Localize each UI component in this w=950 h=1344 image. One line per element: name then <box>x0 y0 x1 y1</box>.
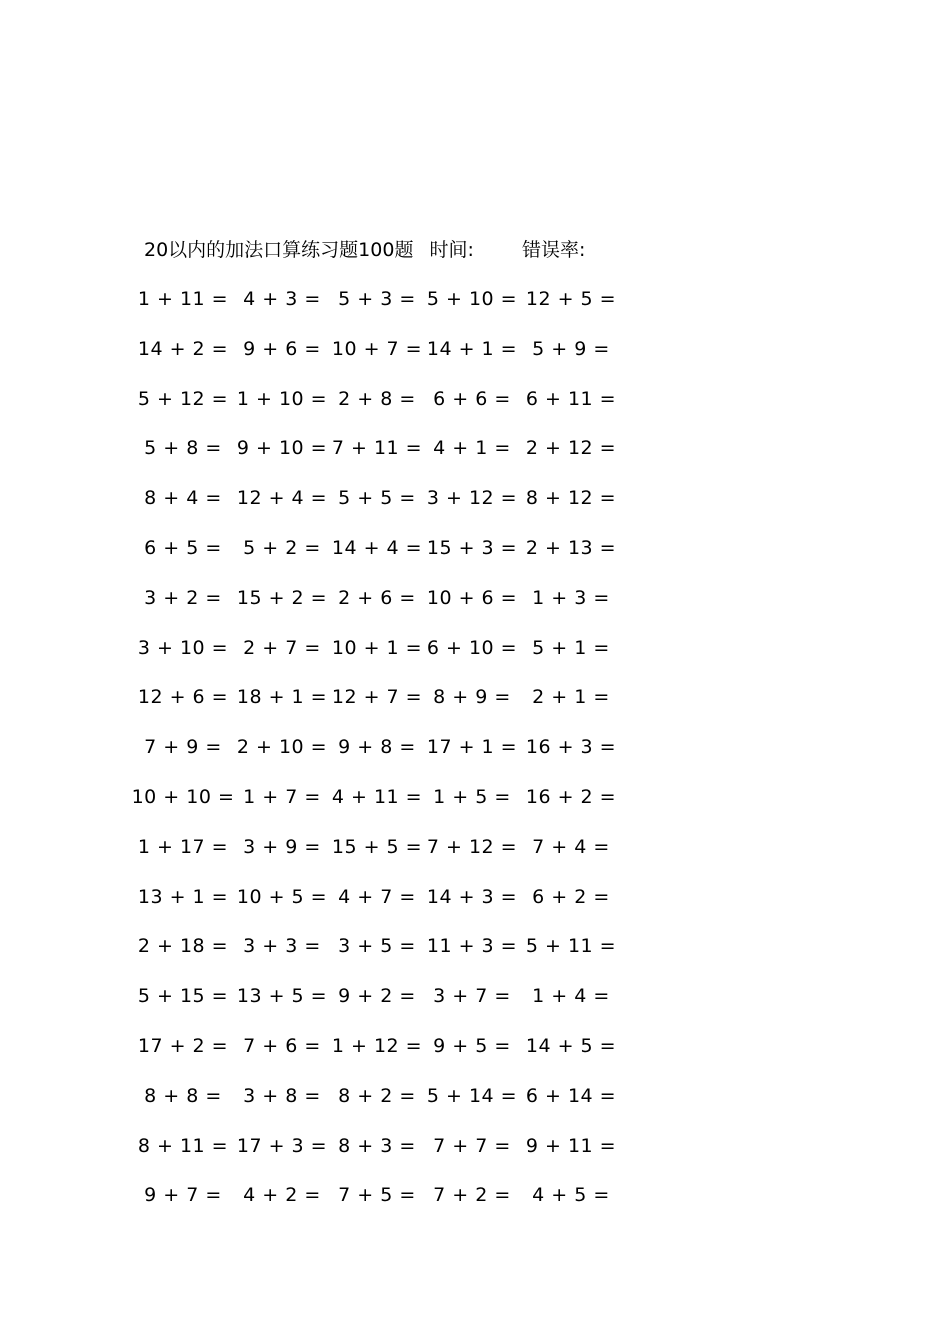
problem-item: 8 + 9 = <box>433 686 511 709</box>
problem-item: 5 + 3 = <box>338 288 416 310</box>
problem-row <box>0 1132 950 1182</box>
problem-item: 2 + 10 = <box>236 736 328 759</box>
problem-item: 8 + 4 = <box>144 487 222 510</box>
problem-grid <box>0 285 950 1231</box>
problem-item: 7 + 5 = <box>338 1184 416 1207</box>
problem-item: 4 + 1 = <box>433 437 511 460</box>
worksheet-header <box>144 236 585 264</box>
problem-item: 4 + 2 = <box>243 1184 321 1207</box>
problem-item: 13 + 1 = <box>137 885 229 908</box>
problem-item: 11 + 3 = <box>426 935 518 958</box>
problem-item: 1 + 5 = <box>433 785 511 808</box>
problem-item: 1 + 10 = <box>236 387 328 410</box>
problem-item: 1 + 11 = <box>137 288 229 310</box>
problem-item: 2 + 12 = <box>525 437 617 460</box>
problem-item: 3 + 8 = <box>243 1084 321 1107</box>
problem-item: 3 + 12 = <box>426 487 518 510</box>
problem-item: 9 + 2 = <box>338 985 416 1008</box>
problem-item: 1 + 4 = <box>532 985 610 1008</box>
problem-item: 6 + 2 = <box>532 885 610 908</box>
problem-item: 14 + 4 = <box>331 536 423 559</box>
problem-item: 7 + 2 = <box>433 1184 511 1207</box>
problem-item: 15 + 2 = <box>236 586 328 609</box>
problem-item: 17 + 3 = <box>236 1134 328 1157</box>
problem-item: 5 + 15 = <box>137 985 229 1008</box>
problem-item: 16 + 3 = <box>525 736 617 759</box>
problem-item: 12 + 7 = <box>331 686 423 709</box>
problem-item: 18 + 1 = <box>236 686 328 709</box>
problem-item: 6 + 11 = <box>525 387 617 410</box>
time-label: 时间: <box>429 239 474 261</box>
problem-row <box>0 783 950 833</box>
problem-item: 10 + 1 = <box>331 636 423 659</box>
problem-item: 10 + 6 = <box>426 586 518 609</box>
problem-item: 17 + 2 = <box>137 1034 229 1057</box>
problem-item: 5 + 11 = <box>525 935 617 958</box>
problem-row <box>0 1032 950 1082</box>
error-rate-label: 错误率: <box>521 239 586 261</box>
problem-item: 9 + 8 = <box>338 736 416 759</box>
problem-item: 1 + 3 = <box>532 586 610 609</box>
problem-row <box>0 982 950 1032</box>
problem-item: 4 + 5 = <box>532 1184 610 1207</box>
problem-item: 1 + 12 = <box>331 1034 423 1057</box>
problem-item: 10 + 10 = <box>131 785 235 808</box>
problem-row <box>0 584 950 634</box>
problem-item: 7 + 4 = <box>532 835 610 858</box>
problem-item: 14 + 1 = <box>426 337 518 360</box>
problem-item: 9 + 11 = <box>525 1134 617 1157</box>
problem-item: 3 + 2 = <box>144 586 222 609</box>
problem-row <box>0 484 950 534</box>
problem-item: 8 + 3 = <box>338 1134 416 1157</box>
problem-item: 7 + 9 = <box>144 736 222 759</box>
problem-row <box>0 683 950 733</box>
problem-item: 6 + 14 = <box>525 1084 617 1107</box>
problem-item: 5 + 1 = <box>532 636 610 659</box>
problem-item: 4 + 11 = <box>331 785 423 808</box>
problem-item: 5 + 8 = <box>144 437 222 460</box>
problem-row <box>0 634 950 684</box>
problem-item: 8 + 11 = <box>137 1134 229 1157</box>
problem-item: 2 + 7 = <box>243 636 321 659</box>
problem-item: 6 + 5 = <box>144 536 222 559</box>
problem-item: 5 + 2 = <box>243 536 321 559</box>
problem-row <box>0 833 950 883</box>
problem-item: 5 + 9 = <box>532 337 610 360</box>
problem-row <box>0 733 950 783</box>
problem-item: 5 + 10 = <box>426 288 518 310</box>
problem-item: 8 + 8 = <box>144 1084 222 1107</box>
problem-row <box>0 932 950 982</box>
problem-item: 2 + 18 = <box>137 935 229 958</box>
problem-item: 1 + 17 = <box>137 835 229 858</box>
problem-item: 3 + 10 = <box>137 636 229 659</box>
problem-row <box>0 1082 950 1132</box>
problem-row <box>0 883 950 933</box>
problem-item: 2 + 13 = <box>525 536 617 559</box>
problem-item: 9 + 10 = <box>236 437 328 460</box>
problem-item: 12 + 4 = <box>236 487 328 510</box>
problem-item: 7 + 12 = <box>426 835 518 858</box>
problem-row <box>0 285 950 335</box>
problem-item: 14 + 2 = <box>137 337 229 360</box>
problem-row <box>0 534 950 584</box>
problem-item: 1 + 7 = <box>243 785 321 808</box>
problem-item: 7 + 11 = <box>331 437 423 460</box>
problem-item: 13 + 5 = <box>236 985 328 1008</box>
problem-item: 4 + 3 = <box>243 288 321 310</box>
problem-item: 9 + 5 = <box>433 1034 511 1057</box>
problem-item: 5 + 5 = <box>338 487 416 510</box>
problem-item: 6 + 10 = <box>426 636 518 659</box>
problem-item: 16 + 2 = <box>525 785 617 808</box>
problem-item: 5 + 14 = <box>426 1084 518 1107</box>
problem-item: 10 + 7 = <box>331 337 423 360</box>
problem-row <box>0 434 950 484</box>
problem-item: 6 + 6 = <box>433 387 511 410</box>
problem-item: 8 + 2 = <box>338 1084 416 1107</box>
problem-row <box>0 335 950 385</box>
problem-item: 15 + 3 = <box>426 536 518 559</box>
problem-item: 10 + 5 = <box>236 885 328 908</box>
problem-item: 5 + 12 = <box>137 387 229 410</box>
worksheet-title: 20以内的加法口算练习题100题 <box>144 239 414 261</box>
problem-item: 12 + 5 = <box>525 288 617 310</box>
problem-item: 8 + 12 = <box>525 487 617 510</box>
problem-item: 2 + 1 = <box>532 686 610 709</box>
problem-row <box>0 385 950 435</box>
problem-item: 2 + 8 = <box>338 387 416 410</box>
problem-item: 14 + 3 = <box>426 885 518 908</box>
problem-item: 12 + 6 = <box>137 686 229 709</box>
problem-item: 2 + 6 = <box>338 586 416 609</box>
problem-item: 7 + 7 = <box>433 1134 511 1157</box>
problem-item: 3 + 7 = <box>433 985 511 1008</box>
problem-item: 17 + 1 = <box>426 736 518 759</box>
problem-item: 15 + 5 = <box>331 835 423 858</box>
problem-row <box>0 1181 950 1231</box>
problem-item: 3 + 3 = <box>243 935 321 958</box>
problem-item: 4 + 7 = <box>338 885 416 908</box>
problem-item: 9 + 7 = <box>144 1184 222 1207</box>
problem-item: 7 + 6 = <box>243 1034 321 1057</box>
problem-item: 9 + 6 = <box>243 337 321 360</box>
problem-item: 14 + 5 = <box>525 1034 617 1057</box>
problem-item: 3 + 9 = <box>243 835 321 858</box>
problem-item: 3 + 5 = <box>338 935 416 958</box>
